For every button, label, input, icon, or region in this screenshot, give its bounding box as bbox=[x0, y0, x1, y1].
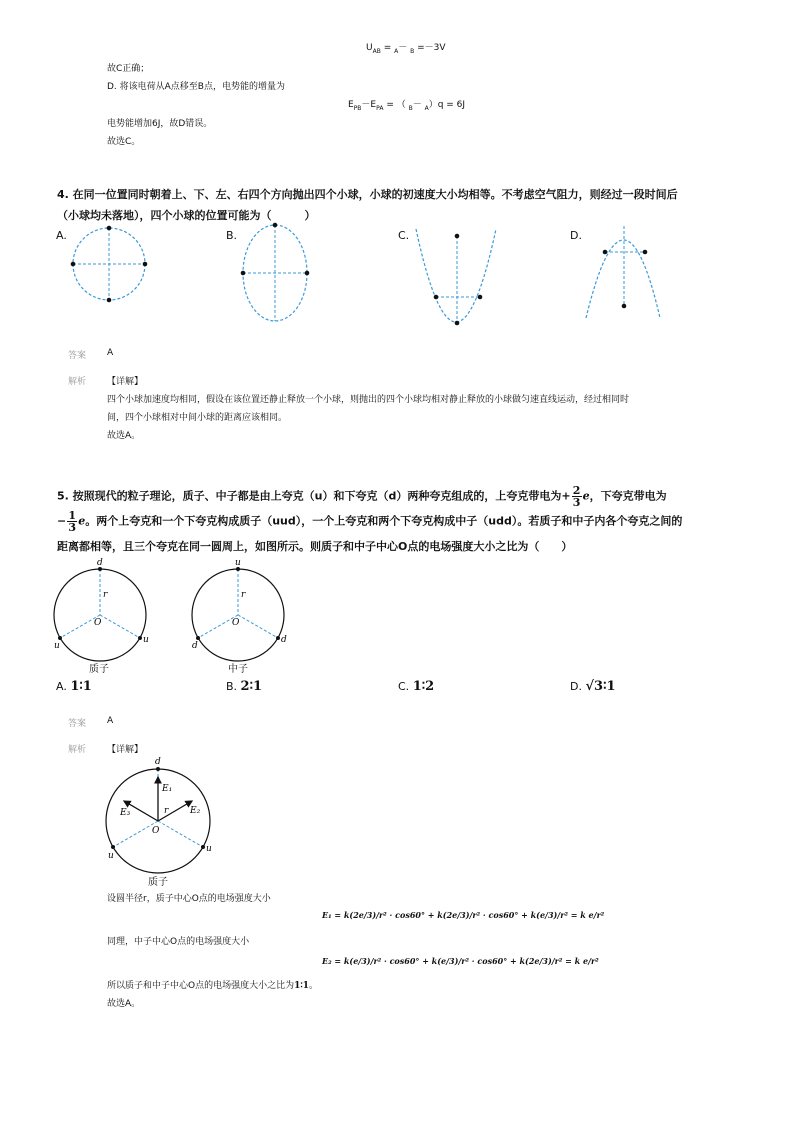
proton-label-u-right: u bbox=[143, 635, 149, 645]
proton-label-O: O bbox=[94, 618, 102, 628]
analysis-label-E1: E₁ bbox=[162, 784, 173, 794]
neutron-label-d-right: d bbox=[281, 635, 287, 645]
q5-proton-caption: 质子 bbox=[89, 664, 109, 675]
q4-choose-text: 故选A。 bbox=[107, 431, 141, 441]
analysis-label-d: d bbox=[155, 757, 161, 767]
q4-option-b-label[interactable]: B. bbox=[226, 229, 238, 242]
q5-option-a[interactable]: A. 1∶1 bbox=[56, 679, 92, 694]
q4-answer-label: 答案 bbox=[68, 351, 87, 361]
q4-option-c-diagram bbox=[410, 225, 505, 335]
q5-option-b[interactable]: B. 2∶1 bbox=[226, 679, 263, 694]
q4-option-d-diagram bbox=[582, 222, 667, 322]
c-correct-text: 故C正确； bbox=[107, 64, 150, 74]
q5-frac-one-third: $\frac{1}{3}$ bbox=[68, 509, 77, 534]
q4-analysis-label: 解析 bbox=[68, 377, 87, 387]
q5-ratio-text: 所以质子和中子中心O点的电场强度大小之比为1∶1。 bbox=[107, 981, 318, 991]
q4-detail-tag: 【详解】 bbox=[107, 377, 144, 387]
analysis-label-E3: E₃ bbox=[120, 808, 131, 818]
q4-option-c-label[interactable]: C. bbox=[398, 229, 410, 242]
q4-option-a-diagram bbox=[60, 222, 160, 312]
analysis-label-u-left: u bbox=[108, 851, 114, 861]
proton-label-u-left: u bbox=[54, 641, 60, 651]
neutron-label-d-left: d bbox=[192, 641, 198, 651]
q4-explain-line1: 四个小球加速度均相同，假设在该位置还静止释放一个小球，则抛出的四个小球均相对静止释放的小球做匀速直线运动，经过相同时 bbox=[107, 395, 630, 405]
q5-formula-proton: E₁ = k(2e/3)/r² · cos60° + k(2e/3)/r² · cos60° + k(e/3)/r² = k e/r² bbox=[322, 910, 605, 920]
ep-increase-text: 电势能增加6J，故D错误。 bbox=[107, 119, 213, 129]
q5-frac-two-thirds: $\frac{2}{3}$ bbox=[572, 484, 581, 509]
q5-stem-line1: 5. 按照现代的粒子理论，质子、中子都是由上夸克（u）和下夸克（d）两种夸克组成的，上夸克带电为+ $\frac{2}{3}$ e，下夸克带电为 bbox=[57, 484, 667, 509]
d-option-text: D. 将该电荷从A点移至B点，电势能的增量为 bbox=[107, 82, 285, 92]
q5-answer-value: A bbox=[107, 716, 114, 726]
q5-setup-text: 设圆半径r，质子中心O点的电场强度大小 bbox=[107, 894, 271, 904]
q4-option-a-label[interactable]: A. bbox=[56, 229, 67, 242]
choose-c-text: 故选C。 bbox=[107, 137, 141, 147]
analysis-label-E2: E₂ bbox=[190, 806, 201, 816]
q4-stem-line1: 4. 在同一位置同时朝着上、下、左、右四个方向抛出四个小球，小球的初速度大小均相等。不考虑空气阻力，则经过一段时间后 bbox=[57, 188, 678, 201]
neutron-label-O: O bbox=[232, 618, 240, 628]
q5-option-c[interactable]: C. 1∶2 bbox=[398, 679, 435, 694]
q5-analysis-caption: 质子 bbox=[148, 877, 168, 888]
proton-label-d: d bbox=[97, 558, 103, 568]
q5-option-d[interactable]: D. √3∶1 bbox=[570, 679, 616, 694]
q5-stem-line3: 距离都相等，且三个夸克在同一圆周上，如图所示。则质子和中子中心O点的电场强度大小之比为（ ） bbox=[57, 540, 573, 553]
uab-formula: $U_{AB} = _A- _B =-3V$ bbox=[366, 43, 446, 55]
q5-neutron-diagram bbox=[188, 555, 298, 675]
q4-explain-line2: 间，四个小球相对中间小球的距离应该相同。 bbox=[107, 413, 288, 423]
q5-analysis-label: 解析 bbox=[68, 745, 87, 755]
ep-formula: $E_{PB}-E_{PA}$ = （ $_B$－ $_A$）q = 6J bbox=[348, 100, 466, 112]
neutron-label-r: r bbox=[241, 590, 246, 600]
neutron-label-u: u bbox=[235, 558, 241, 568]
proton-label-r: r bbox=[103, 590, 108, 600]
analysis-label-u-right: u bbox=[206, 844, 212, 854]
q5-stem-line2: − $\frac{1}{3}$ e。两个上夸克和一个下夸克构成质子（uud），一个上夸克和两个下夸克构成中子（udd）。若质子和中子内各个夸克之间的 bbox=[57, 509, 683, 534]
analysis-label-r: r bbox=[164, 806, 169, 816]
q5-formula-neutron: E₂ = k(e/3)/r² · cos60° + k(e/3)/r² · cos60° + k(2e/3)/r² = k e/r² bbox=[322, 956, 599, 966]
q4-option-b-diagram bbox=[236, 220, 326, 330]
q5-answer-label: 答案 bbox=[68, 719, 87, 729]
q5-choose-text: 故选A。 bbox=[107, 999, 141, 1009]
q5-proton-diagram bbox=[50, 555, 160, 675]
q5-detail-tag: 【详解】 bbox=[107, 745, 144, 755]
q4-stem-line2: （小球均未落地），四个小球的位置可能为（ ） bbox=[57, 209, 316, 222]
q5-same-text: 同理，中子中心O点的电场强度大小 bbox=[107, 937, 250, 947]
q5-analysis-proton-diagram bbox=[104, 755, 224, 880]
q5-neutron-caption: 中子 bbox=[228, 664, 248, 675]
q4-option-d-label[interactable]: D. bbox=[570, 229, 582, 242]
q4-answer-value: A bbox=[107, 348, 114, 358]
analysis-label-O: O bbox=[152, 826, 160, 836]
